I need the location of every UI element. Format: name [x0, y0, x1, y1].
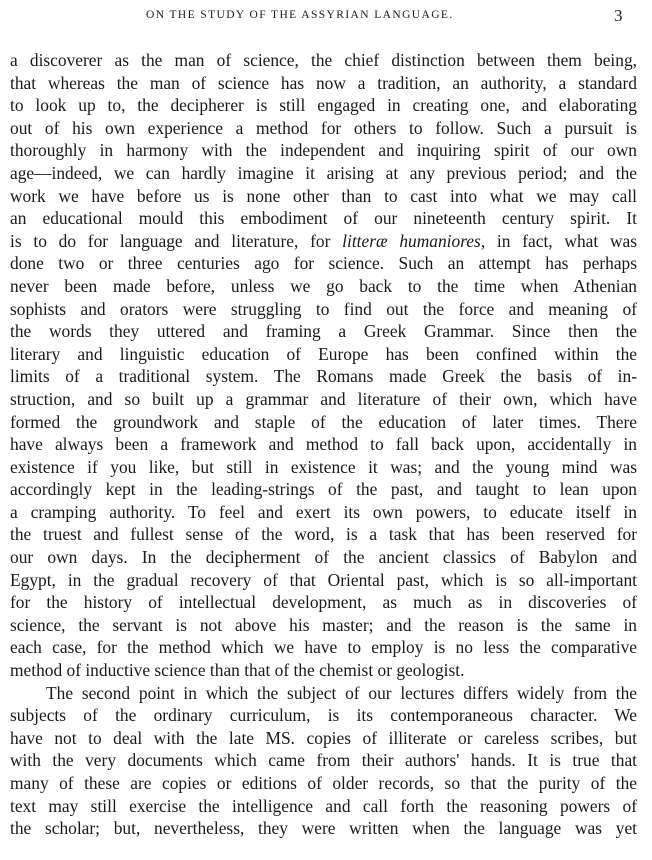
text-line: struction, and so built up a grammar and literature of their own, which have	[10, 388, 637, 409]
text-line: thoroughly in harmony with the independent and inquiring spirit of our own	[10, 140, 637, 161]
text-line: Egypt, in the gradual recovery of that Oriental past, which is so all-important	[10, 569, 637, 590]
text-line: to look up to, the decipherer is still engaged in creating one, and elaborating	[10, 95, 637, 116]
text-line: the words they uttered and framing a Greek Grammar. Since then the	[10, 321, 637, 342]
paragraph-first-line: The second point in which the subject of our lectures differs widely from the	[46, 682, 637, 703]
text-line: our own days. In the decipherment of the ancient classics of Babylon and	[10, 547, 637, 568]
text-line: a cramping authority. To feel and exert its own powers, to educate itself in	[10, 501, 637, 522]
text-line: each case, for the method which we have to employ is no less the comparative	[10, 637, 637, 658]
text-line: out of his own experience a method for others to follow. Such a pursuit is	[10, 117, 637, 138]
text-line: method of inductive science than that of the chemist or geologist.	[10, 660, 465, 681]
text-line-with-italic	[10, 230, 637, 253]
text-line: the scholar; but, nevertheless, they were written when the language was yet	[10, 818, 637, 839]
text-line: have not to deal with the late MS. copies of illiterate or careless scribes, but	[10, 727, 637, 748]
text-line: age—indeed, we can hardly imagine it arising at any previous period; and the	[10, 162, 637, 183]
text-line: existence if you like, but still in existence it was; and the young mind was	[10, 456, 637, 477]
text-line: that whereas the man of science has now a tradition, an authority, a standard	[10, 72, 637, 93]
text-line: done two or three centuries ago for science. Such an attempt has perhaps	[10, 253, 637, 274]
text-line: formed the groundwork and staple of the education of later times. There	[10, 411, 637, 432]
italic-phrase: litteræ humaniores	[342, 230, 481, 251]
text-line: limits of a traditional system. The Romans made Greek the basis of in-	[10, 366, 637, 387]
running-head	[0, 6, 652, 29]
body-text	[10, 49, 637, 840]
text-line: subjects of the ordinary curriculum, is its contemporaneous character. We	[10, 705, 637, 726]
line-segment: , in fact, what was	[480, 230, 637, 251]
text-line: literary and linguistic education of Europe has been confined within the	[10, 343, 637, 364]
text-line: never been made before, unless we go back to the time when Athenian	[10, 275, 637, 296]
text-line: accordingly kept in the leading-strings of the past, and taught to lean upon	[10, 479, 637, 500]
text-line: an educational mould this embodiment of our nineteenth century spirit. It	[10, 208, 637, 229]
page-number: 3	[614, 6, 623, 25]
text-line: a discoverer as the man of science, the chief distinction between them being,	[10, 50, 637, 70]
text-line: text may still exercise the intelligence and call forth the reasoning powers of	[10, 795, 637, 816]
text-line: work we have before us is none other than to cast into what we may call	[10, 185, 637, 206]
line-segment: is to do for language and literature, for	[10, 230, 343, 251]
running-title: ON THE STUDY OF THE ASSYRIAN LANGUAGE.	[146, 9, 454, 21]
text-line: for the history of intellectual development, as much as in discoveries of	[10, 592, 637, 613]
text-line: have always been a framework and method to fall back upon, accidentally in	[10, 434, 637, 455]
text-line: many of these are copies or editions of older records, so that the purity of the	[10, 773, 637, 793]
text-line: science, the servant is not above his master; and the reason is the same in	[10, 614, 637, 635]
text-line: with the very documents which came from their authors' hands. It is true that	[10, 750, 637, 771]
text-line: sophists and orators were struggling to find out the force and meaning of	[10, 298, 637, 319]
text-line: the truest and fullest sense of the word, is a task that has been reserved for	[10, 524, 637, 545]
